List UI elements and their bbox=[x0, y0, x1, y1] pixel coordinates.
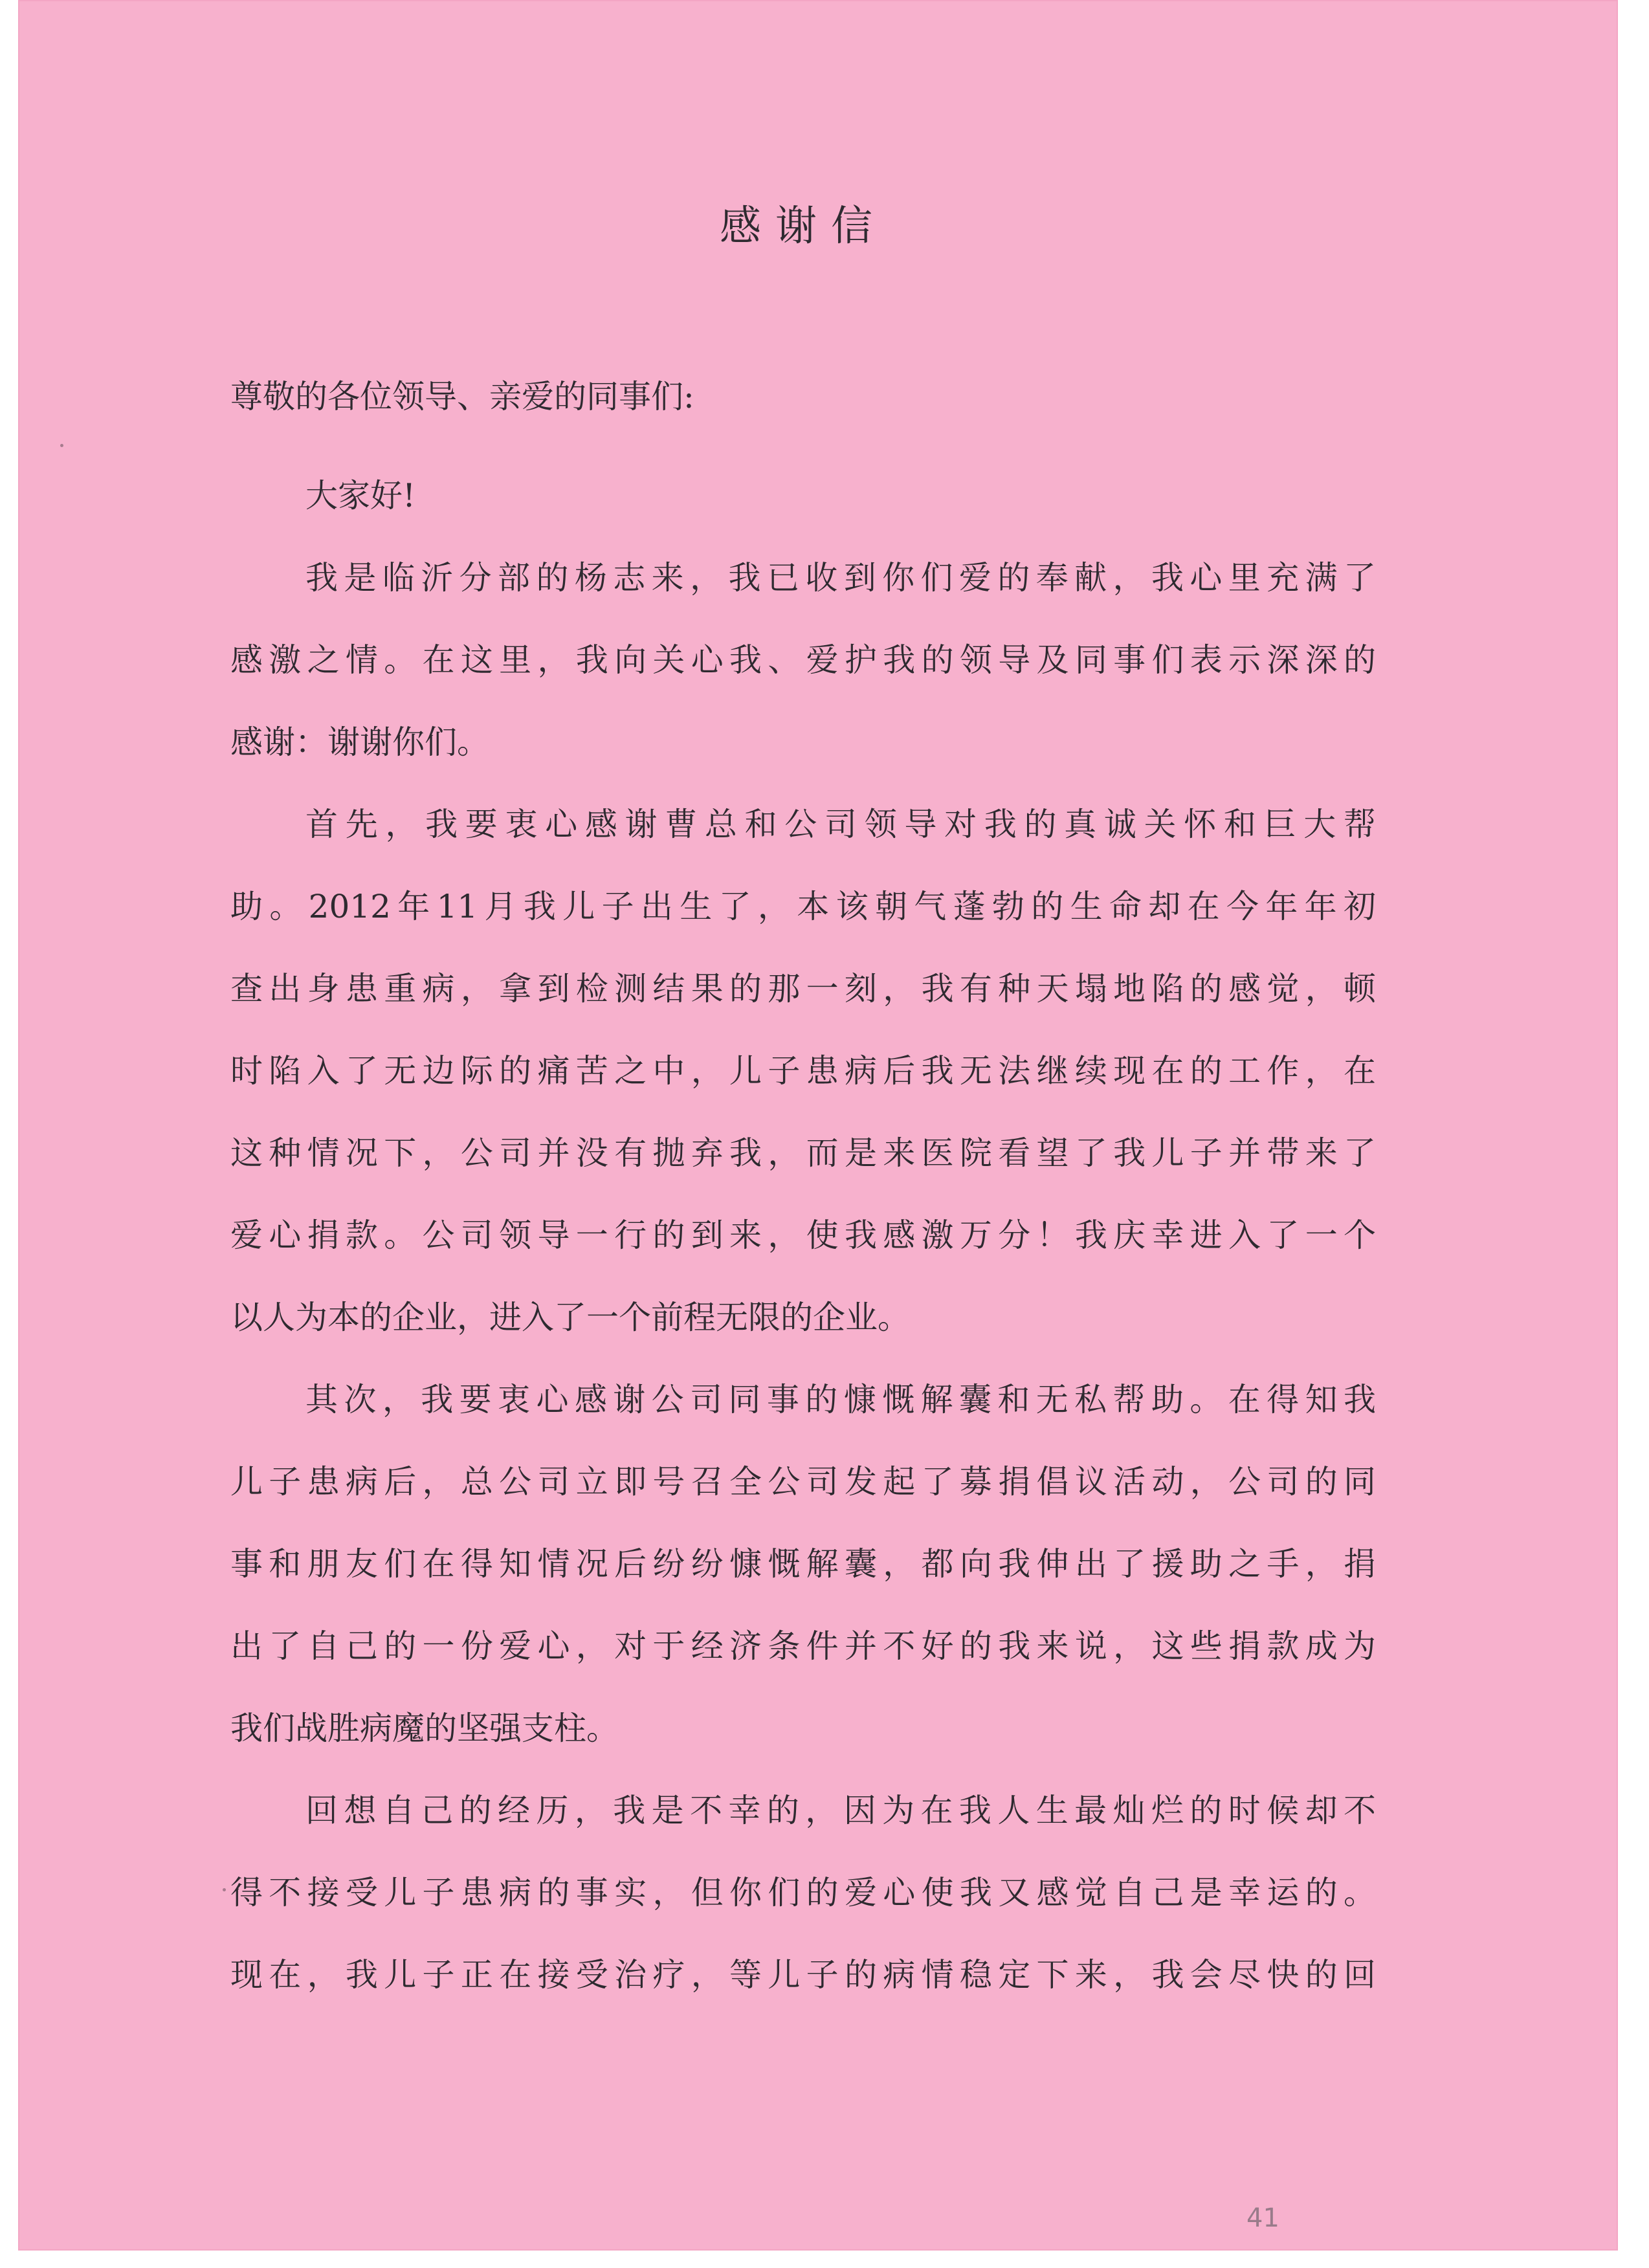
body-line: 出了自己的一份爱心，对于经济条件并不好的我来说，这些捐款成为 bbox=[230, 1627, 1376, 1665]
body-line: 得不接受儿子患病的事实，但你们的爱心使我又感觉自己是幸运的。 bbox=[230, 1874, 1376, 1911]
body-line: 查出身患重病，拿到检测结果的那一刻，我有种天塌地陷的感觉，顿 bbox=[230, 970, 1376, 1007]
body-line: 时陷入了无边际的痛苦之中，儿子患病后我无法继续现在的工作，在 bbox=[230, 1052, 1376, 1090]
letter-title: 感谢信 bbox=[720, 203, 887, 250]
body-line: 其次，我要衷心感谢公司同事的慷慨解囊和无私帮助。在得知我 bbox=[305, 1381, 1376, 1418]
paper-speck bbox=[223, 1888, 226, 1891]
body-line: 爱心捐款。公司领导一行的到来，使我感激万分！我庆幸进入了一个 bbox=[230, 1217, 1376, 1254]
body-line: 大家好! bbox=[305, 477, 416, 514]
letter-salutation: 尊敬的各位领导、亲爱的同事们: bbox=[230, 378, 694, 415]
paper-speck bbox=[60, 444, 63, 447]
body-line: 我是临沂分部的杨志来，我已收到你们爱的奉献，我心里充满了 bbox=[305, 559, 1376, 597]
body-line: 儿子患病后，总公司立即号召全公司发起了募捐倡议活动，公司的同 bbox=[230, 1463, 1376, 1501]
body-line: 现在，我儿子正在接受治疗，等儿子的病情稳定下来，我会尽快的回 bbox=[230, 1956, 1376, 1994]
body-line: 感激之情。在这里，我向关心我、爱护我的领导及同事们表示深深的 bbox=[230, 641, 1376, 679]
body-line: 事和朋友们在得知情况后纷纷慷慨解囊，都向我伸出了援助之手，捐 bbox=[230, 1545, 1376, 1583]
letter-paper bbox=[18, 0, 1618, 2251]
body-line: 我们战胜病魔的坚强支柱。 bbox=[230, 1710, 619, 1747]
body-line: 以人为本的企业，进入了一个前程无限的企业。 bbox=[230, 1299, 910, 1336]
body-line: 回想自己的经历，我是不幸的，因为在我人生最灿烂的时候却不 bbox=[305, 1792, 1376, 1829]
body-line: 感谢：谢谢你们。 bbox=[230, 723, 489, 761]
body-line: 助。2012年11月我儿子出生了，本该朝气蓬勃的生命却在今年年初 bbox=[230, 888, 1376, 925]
page-mark: 41 bbox=[1246, 2203, 1279, 2233]
body-line: 这种情况下，公司并没有抛弃我，而是来医院看望了我儿子并带来了 bbox=[230, 1134, 1376, 1172]
body-line: 首先，我要衷心感谢曹总和公司领导对我的真诚关怀和巨大帮 bbox=[305, 806, 1376, 843]
letter-body bbox=[230, 455, 1376, 2016]
